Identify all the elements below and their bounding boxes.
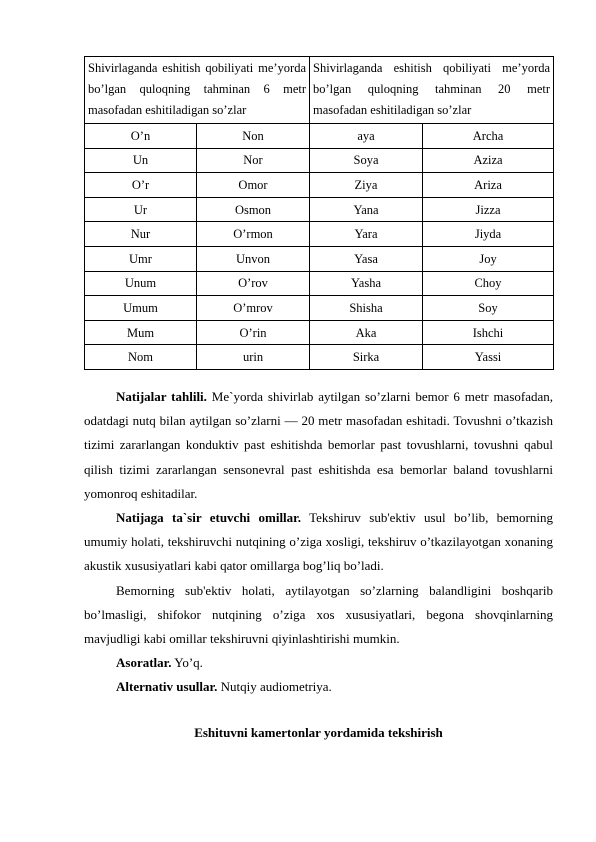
table-row [85, 197, 554, 222]
table-cell: Soya [310, 148, 423, 173]
table-cell: Yasha [310, 271, 423, 296]
table-row [85, 124, 554, 149]
table-cell: Jizza [423, 197, 554, 222]
paragraph-text: Nutqiy audiometriya. [217, 679, 332, 695]
table-cell: Ur [85, 197, 197, 222]
table-cell: Mum [85, 320, 197, 345]
table-cell: urin [197, 345, 310, 370]
table-cell: Shisha [310, 296, 423, 321]
header-20m: Shivirlaganda eshitish qobiliyati me’yorda bo’lgan quloqning tahminan 20 metr masofadan eshitiladigan so’zlar [310, 57, 554, 124]
table-cell: O’n [85, 124, 197, 149]
table-row [85, 271, 554, 296]
table-cell: Sirka [310, 345, 423, 370]
table-cell: Ariza [423, 173, 554, 198]
table-cell: Umum [85, 296, 197, 321]
paragraph [84, 506, 553, 579]
table-row [85, 222, 554, 247]
table-cell: Nur [85, 222, 197, 247]
table-cell: O’rmon [197, 222, 310, 247]
table-cell: O’rin [197, 320, 310, 345]
paragraph-text: Bemorning sub'ektiv holati, aytilayotgan so’zlarning balandligini boshqarib bo’lmasligi, shifokor nutqining o’ziga xos xususiyatlari, begona shovqinlarning mavjudligi kabi omillar tekshiruvni qiyinlashtirishi mumkin. [84, 582, 553, 646]
paragraph [84, 675, 553, 699]
table-row [85, 296, 554, 321]
table-cell: Un [85, 148, 197, 173]
table-cell: Yara [310, 222, 423, 247]
table-cell: Umr [85, 246, 197, 271]
table-cell: O’mrov [197, 296, 310, 321]
table-cell: Unum [85, 271, 197, 296]
paragraph-lead: Natijalar tahlili. [116, 388, 207, 404]
table-cell: aya [310, 124, 423, 149]
table-cell: Nor [197, 148, 310, 173]
paragraph-lead: Alternativ usullar. [116, 679, 218, 695]
paragraph-lead: Asoratlar. [116, 655, 172, 671]
paragraph-text: Yo’q. [171, 655, 203, 671]
table-cell: Yana [310, 197, 423, 222]
table-cell: Ziya [310, 173, 423, 198]
paragraph-text: Tekshiruv sub'ektiv usul bo’lib, bemorning umumiy holati, tekshiruvchi nutqining o’ziga xosligi, tekshiruv o’tkazilayotgan xonaning akustik xususiyatlari kabi qator omillarga bog’liq bo’ladi. [84, 509, 553, 574]
table-cell: Unvon [197, 246, 310, 271]
word-table [84, 56, 554, 370]
table-cell: Non [197, 124, 310, 149]
table-row [85, 345, 554, 370]
header-6m: Shivirlaganda eshitish qobiliyati me’yorda bo’lgan quloqning tahminan 6 metr masofadan eshitiladigan so’zlar [85, 57, 310, 124]
table-header-row [85, 57, 554, 124]
body-text [84, 385, 553, 700]
table-cell: Osmon [197, 197, 310, 222]
paragraph [84, 385, 553, 506]
table-cell: Ishchi [423, 320, 554, 345]
table-cell: O’r [85, 173, 197, 198]
table-cell: Soy [423, 296, 554, 321]
document-page [84, 56, 553, 745]
table-cell: Aziza [423, 148, 554, 173]
table-cell: Aka [310, 320, 423, 345]
paragraph-lead: Natijaga ta`sir etuvchi omillar. [116, 509, 301, 525]
table-row [85, 320, 554, 345]
table-row [85, 148, 554, 173]
table-cell: Yassi [423, 345, 554, 370]
table-row [85, 246, 554, 271]
paragraph-text: Me`yorda shivirlab aytilgan so’zlarni bemor 6 metr masofadan, odatdagi nutq bilan aytilgan so’zlarni — 20 metr masofadan eshitadi. Tovushni o’tkazish tizimi zararlangan konduktiv past eshitishda bemorlar past tovushlarni, tovushni qabul qilish tizimi zararlangan sensonevral past eshitishda esa bemorlar baland tovushlarni yomonroq eshitadilar. [84, 388, 553, 501]
section-heading: Eshituvni kamertonlar yordamida tekshirish [194, 724, 443, 740]
table-row [85, 173, 554, 198]
table-cell: Nom [85, 345, 197, 370]
table-cell: Jiyda [423, 222, 554, 247]
paragraph [84, 651, 553, 675]
table-cell: Yasa [310, 246, 423, 271]
table-cell: Joy [423, 246, 554, 271]
table-cell: Choy [423, 271, 554, 296]
table-cell: Omor [197, 173, 310, 198]
table-cell: O’rov [197, 271, 310, 296]
paragraph [84, 579, 553, 652]
table-cell: Archa [423, 124, 554, 149]
